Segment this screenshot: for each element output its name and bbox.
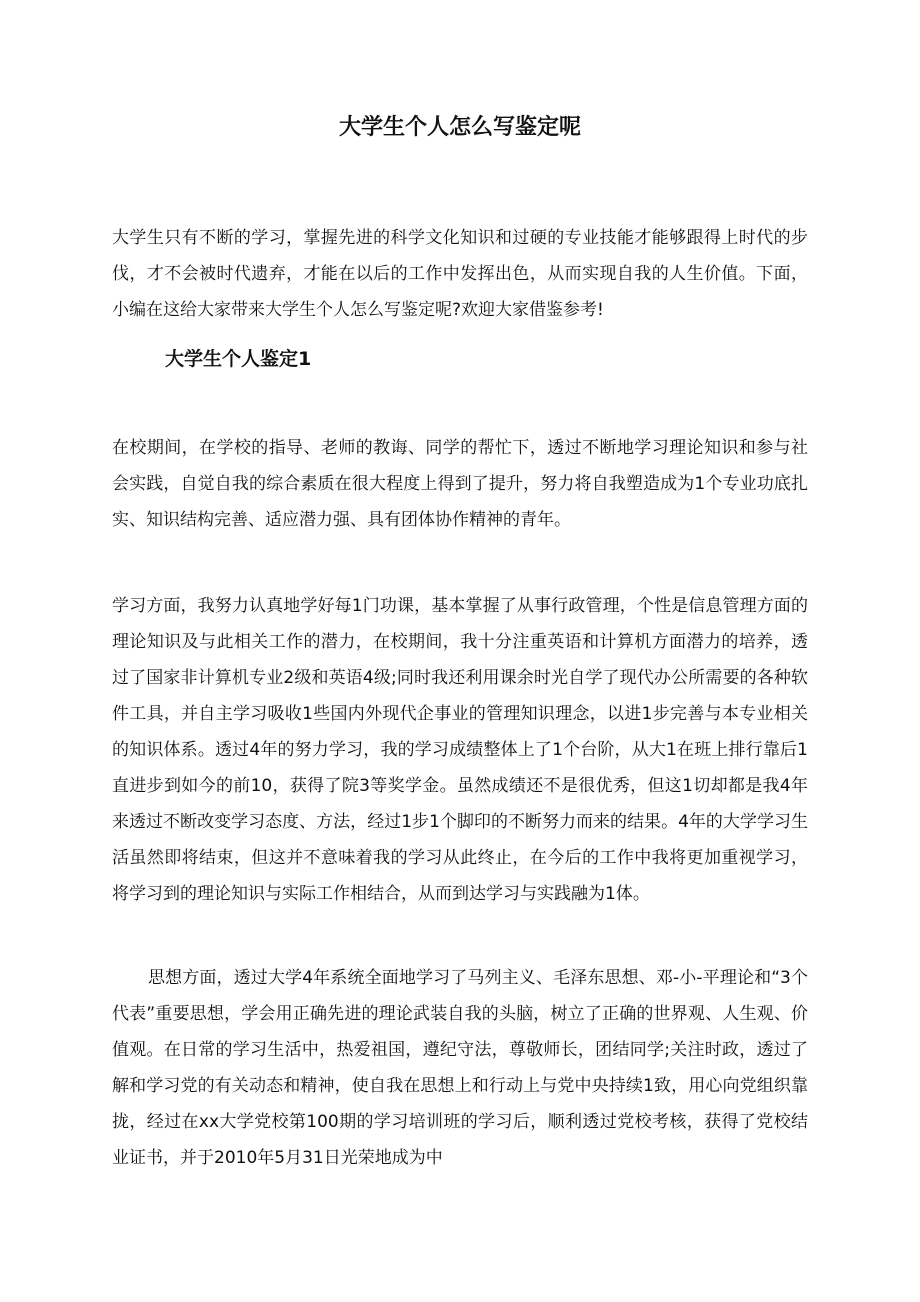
intro-paragraph: 大学生只有不断的学习，掌握先进的科学文化知识和过硬的专业技能才能够跟得上时代的步伐，才不会被时代遗弃，才能在以后的工作中发挥出色，从而实现自我的人生价值。下面，小编在这给大家带来大学生个人怎么写鉴定呢?欢迎大家借鉴参考! bbox=[112, 228, 808, 320]
section-heading: 大学生个人鉴定1 bbox=[165, 348, 312, 370]
body-paragraph: 思想方面，透过大学4年系统全面地学习了马列主义、毛泽东思想、邓-小-平理论和“3个代表”重要思想，学会用正确先进的理论武装自我的头脑，树立了正确的世界观、人生观、价值观。在日常的学习生活中，热爱祖国，遵纪守法，尊敬师长，团结同学;关注时政，透过了解和学习党的有关动态和精神，使自我在思想上和行动上与党中央持续1致，用心向党组织靠拢，经过在xx大学党校第100期的学习培训班的学习后，顺利透过党校考核，获得了党校结业证书，并于2010年5月31日光荣地成为中 bbox=[112, 968, 808, 1168]
body-paragraph: 在校期间，在学校的指导、老师的教诲、同学的帮忙下，透过不断地学习理论知识和参与社会实践，自觉自我的综合素质在很大程度上得到了提升，努力将自我塑造成为1个专业功底扎实、知识结构完善、适应潜力强、具有团体协作精神的青年。 bbox=[112, 438, 808, 530]
document-title: 大学生个人怎么写鉴定呢 bbox=[338, 115, 581, 140]
body-paragraph: 学习方面，我努力认真地学好每1门功课，基本掌握了从事行政管理，个性是信息管理方面的理论知识及与此相关工作的潜力，在校期间，我十分注重英语和计算机方面潜力的培养，透过了国家非计算机专业2级和英语4级;同时我还利用课余时光自学了现代办公所需要的各种软件工具，并自主学习吸收1些国内外现代企事业的管理知识理念，以进1步完善与本专业相关的知识体系。透过4年的努力学习，我的学习成绩整体上了1个台阶，从大1在班上排行靠后1直进步到如今的前10，获得了院3等奖学金。虽然成绩还不是很优秀，但这1切却都是我4年来透过不断改变学习态度、方法，经过1步1个脚印的不断努力而来的结果。4年的大学学习生活虽然即将结束，但这并不意味着我的学习从此终止，在今后的工作中我将更加重视学习，将学习到的理论知识与实际工作相结合，从而到达学习与实践融为1体。 bbox=[112, 596, 808, 904]
